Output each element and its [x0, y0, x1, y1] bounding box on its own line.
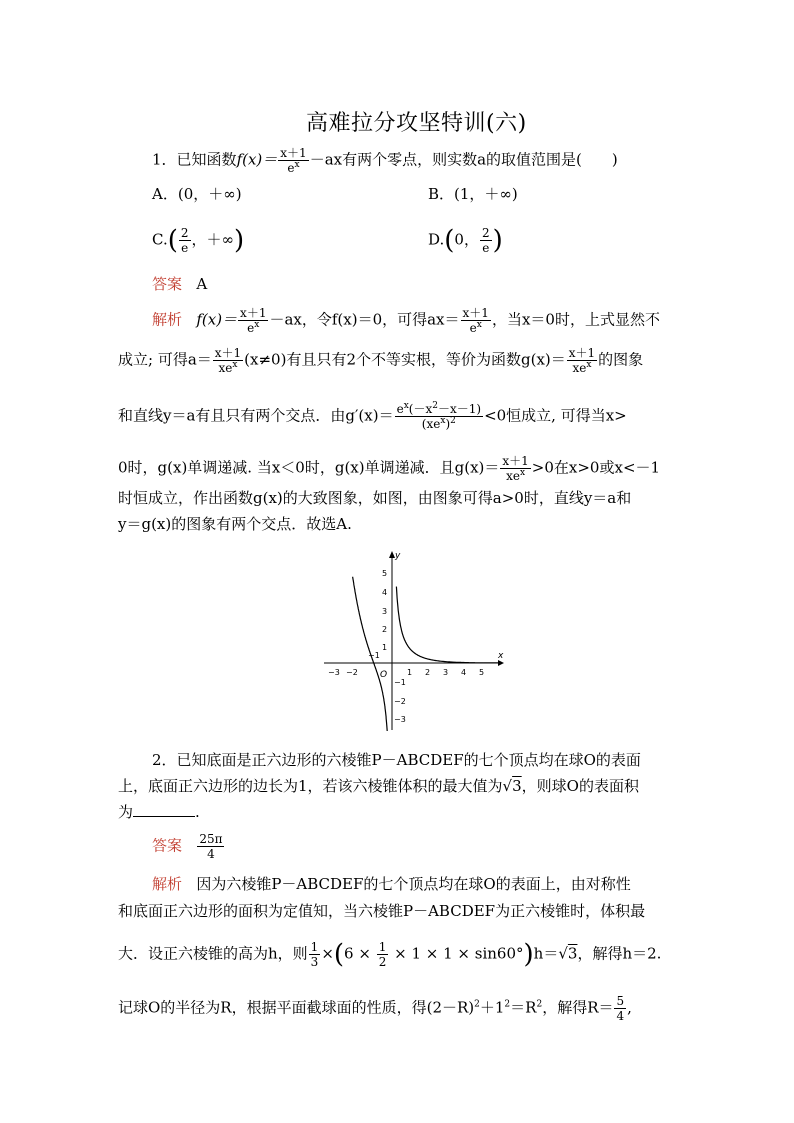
q1-option-d: D.(0， $\frac{2}{e}$ ): [428, 225, 503, 256]
q1-analysis-line3: 和直线y＝a有且只有两个交点．由g′(x)＝ $\frac{e^x(-x^2-x-1)}{(xe^x)^2}$ <0恒成立, 可得当x>: [118, 401, 627, 431]
x-tick-label: −2: [346, 668, 358, 677]
x-tick-label: −1: [368, 651, 380, 660]
function-graph: [316, 546, 506, 736]
answer-blank: [133, 802, 195, 817]
q1-analysis-line1: 解析 f(x)＝ $\frac{x+1}{e^x}$ －ax，令f(x)＝0，可得ax＝ $\frac{x+1}{e^x}$ ，当x＝0时，上式显然不: [152, 306, 660, 335]
q2-analysis-line3: 大．设正六棱锥的高为h，则 $\frac{1}{3}$ ×(6 × $\frac{1}{2}$ × 1 × 1 × sin60°)h＝√3，解得h＝2.: [118, 939, 662, 970]
q2-stem-line2: 上，底面正六边形的边长为1，若该六棱锥体积的最大值为√3，则球O的表面积: [118, 777, 639, 795]
q1-answer: 答案 A: [152, 275, 208, 293]
graph-background: [316, 546, 506, 736]
y-axis-label: y: [395, 551, 401, 561]
x-tick-label: 5: [479, 668, 485, 677]
x-tick-label: 1: [407, 668, 413, 677]
q2-stem-line1: 2．已知底面是正六边形的六棱锥P－ABCDEF的七个顶点均在球O的表面: [152, 751, 641, 769]
y-tick-label: 5: [382, 569, 388, 578]
q2-answer: 答案 $\frac{25\pi}{4}$: [152, 832, 223, 861]
y-tick-label: −1: [394, 678, 406, 687]
origin-label: O: [380, 670, 388, 680]
y-tick-label: −3: [394, 715, 406, 724]
y-tick-label: 2: [382, 625, 388, 634]
q1-stem: 1．已知函数f(x)＝ $\frac{x+1}{e^x}$ －ax有两个零点，则实数a的取值范围是( ): [152, 146, 618, 175]
x-tick-label: 3: [443, 668, 449, 677]
q1-analysis-line5: 时恒成立，作出函数g(x)的大致图象，如图，由图象可得a>0时，直线y＝a和: [118, 489, 632, 507]
x-axis-label: x: [498, 651, 504, 661]
y-tick-label: 1: [382, 643, 388, 652]
q2-analysis-line2: 和底面正六边形的面积为定值知，当六棱锥P－ABCDEF为正六棱锥时，体积最: [118, 902, 646, 920]
q1-analysis-line2: 成立; 可得a＝ $\frac{x+1}{xe^x}$ (x≠0)有且只有2个不等实根，等价为函数g(x)＝ $\frac{x+1}{xe^x}$ 的图象: [118, 346, 644, 375]
q1-analysis-line6: y＝g(x)的图象有两个交点．故选A.: [118, 515, 352, 533]
x-tick-label: −3: [328, 668, 340, 677]
q1-option-a: A．(0，＋∞): [152, 185, 242, 203]
q1-option-c: C.( $\frac{2}{e}$ ，＋∞): [152, 225, 245, 256]
x-tick-label: 4: [461, 668, 467, 677]
y-tick-label: 4: [382, 588, 388, 597]
y-tick-label: −2: [394, 697, 406, 706]
x-tick-label: 2: [425, 668, 431, 677]
q1-analysis-line4: 0时，g(x)单调递减. 当x＜0时，g(x)单调递减．且g(x)＝ $\frac{x+1}{xe^x}$ >0在x>0或x<－1: [118, 454, 661, 483]
q1-option-b: B．(1，＋∞): [428, 185, 518, 203]
q2-analysis-line4: 记球O的半径为R，根据平面截球面的性质，得$(2-R)^2+1^2=R^2$，解得R＝ $\frac{5}{4}$ ,: [118, 994, 632, 1023]
q2-stem-line3: 为 .: [118, 803, 200, 821]
q2-analysis-line1: 解析 因为六棱锥P－ABCDEF的七个顶点均在球O的表面上，由对称性: [152, 875, 631, 893]
page-title: 高难拉分攻坚特训(六): [306, 111, 527, 136]
y-tick-label: 3: [382, 607, 388, 616]
